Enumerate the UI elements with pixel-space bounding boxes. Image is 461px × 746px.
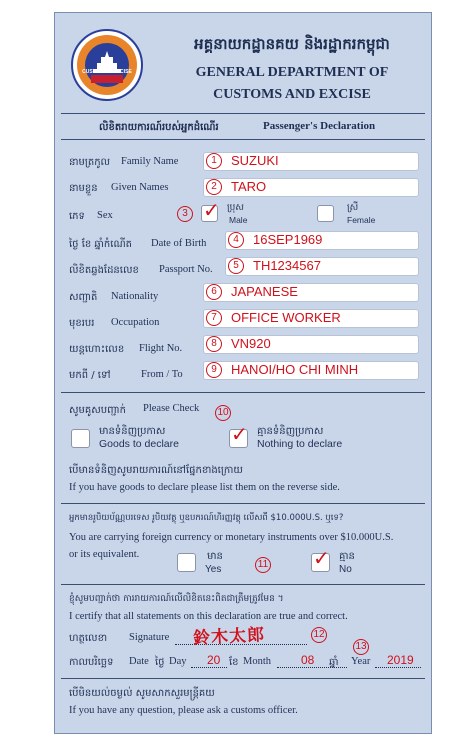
divider bbox=[61, 113, 425, 114]
goods-note-km: បើមានទំនិញសូមរាយការណ៍នៅផ្នែកខាងក្រោយ bbox=[69, 465, 243, 476]
goods-label-km: មានទំនិញប្រកាស bbox=[99, 426, 166, 437]
section-title-en: Passenger's Declaration bbox=[263, 120, 376, 132]
day-label-km: ថ្ងៃ bbox=[155, 657, 165, 668]
day-value[interactable]: 20 bbox=[207, 653, 221, 667]
female-label: Female bbox=[347, 215, 376, 225]
month-value[interactable]: 08 bbox=[301, 653, 315, 667]
yes-label: Yes bbox=[205, 564, 222, 575]
divider bbox=[61, 503, 425, 504]
annotation-number: 4 bbox=[228, 232, 244, 248]
from-to-label-en: From / To bbox=[141, 369, 183, 380]
annotation-number: 3 bbox=[177, 206, 193, 222]
currency-question-en-1: You are carrying foreign currency or monetary instruments over $10.000U.S. bbox=[69, 532, 394, 543]
passport-value: TH1234567 bbox=[253, 258, 321, 273]
female-checkbox[interactable] bbox=[317, 205, 334, 222]
logo-text: CUSTOMS & EXCISE bbox=[82, 69, 132, 75]
currency-question-km: អ្នកមានរូបិយប័ណ្ណបរទេស រូបិយវត្ថុ ឬឧបករណ៍ហិរញ្ញវត្ថុ លើសពី $10.000U.S. ឬទេ? bbox=[69, 513, 344, 523]
check-mark-icon: ✓ bbox=[313, 546, 330, 570]
currency-no-checkbox[interactable] bbox=[311, 546, 330, 572]
divider bbox=[61, 678, 425, 679]
annotation-number: 10 bbox=[215, 405, 231, 421]
male-checkbox[interactable] bbox=[201, 198, 220, 222]
annotation-number: 5 bbox=[228, 258, 244, 274]
certify-text-en: I certify that all statements on this declaration are true and correct. bbox=[69, 611, 348, 622]
annotation-number: 13 bbox=[353, 639, 369, 655]
flight-label-en: Flight No. bbox=[139, 343, 183, 354]
annotation-number: 11 bbox=[255, 557, 271, 573]
nationality-value: JAPANESE bbox=[231, 284, 298, 299]
no-label-km: គ្មាន bbox=[339, 551, 355, 562]
day-label-en: Day bbox=[169, 656, 187, 667]
check-mark-icon: ✓ bbox=[231, 422, 248, 446]
occupation-label-km: មុខរបរ bbox=[69, 318, 95, 329]
signature-label-en: Signature bbox=[129, 632, 170, 643]
annotation-number: 6 bbox=[206, 284, 222, 300]
divider bbox=[61, 392, 425, 393]
year-underline bbox=[375, 667, 421, 668]
annotation-number: 12 bbox=[311, 627, 327, 643]
given-names-label-en: Given Names bbox=[111, 182, 169, 193]
year-value[interactable]: 2019 bbox=[387, 653, 414, 667]
dob-value: 16SEP1969 bbox=[253, 232, 323, 247]
signature-value[interactable]: 鈴木太郎 bbox=[192, 625, 266, 649]
divider bbox=[61, 584, 425, 585]
from-to-label-km: មកពី / ទៅ bbox=[69, 370, 111, 381]
date-label-km: កាលបរិច្ឆេទ bbox=[69, 657, 114, 668]
male-label: Male bbox=[229, 215, 248, 225]
nothing-to-declare-checkbox[interactable] bbox=[229, 422, 248, 448]
passport-label-en: Passport No. bbox=[159, 264, 213, 275]
nothing-label-km: គ្មានទំនិញប្រកាស bbox=[257, 426, 324, 437]
day-underline bbox=[191, 667, 227, 668]
month-label-en: Month bbox=[243, 656, 272, 667]
certify-text-km: ខ្ញុំសូមបញ្ជាក់ថា ការរាយការណ៍លើលិខិតនេះពិតជាត្រឹមត្រូវមែន ។ bbox=[69, 594, 284, 604]
annotation-number: 9 bbox=[206, 362, 222, 378]
given-names-value: TARO bbox=[231, 179, 267, 194]
family-name-value: SUZUKI bbox=[231, 153, 279, 168]
section-title-km: លិខិតរាយការណ៍របស់អ្នកដំណើរ bbox=[99, 122, 219, 133]
from-to-value: HANOI/HO CHI MINH bbox=[231, 362, 359, 377]
passport-label-km: លិខិតឆ្លងដែនលេខ bbox=[69, 265, 139, 276]
annotation-number: 7 bbox=[206, 310, 222, 326]
sex-label-km: ភេទ bbox=[69, 211, 85, 222]
male-label-km: ប្រុស bbox=[227, 203, 244, 213]
check-mark-icon: ✓ bbox=[203, 198, 220, 222]
given-names-label-km: នាមខ្លួន bbox=[69, 183, 98, 194]
female-label-km: ស្រី bbox=[347, 203, 359, 213]
nationality-label-en: Nationality bbox=[111, 291, 159, 302]
footer-text-km: បើមិនយល់ចម្ងល់ សូមសាកសួរមន្ត្រីគយ bbox=[69, 688, 215, 699]
occupation-value: OFFICE WORKER bbox=[231, 310, 341, 325]
divider bbox=[61, 139, 425, 140]
customs-logo bbox=[71, 29, 143, 101]
footer-text-en: If you have any question, please ask a customs officer. bbox=[69, 705, 298, 716]
annotation-number: 8 bbox=[206, 336, 222, 352]
family-name-label-km: នាមត្រកូល bbox=[69, 157, 111, 168]
goods-note-en: If you have goods to declare please list them on the reverse side. bbox=[69, 482, 340, 493]
yes-label-km: មាន bbox=[207, 551, 223, 562]
sex-label-en: Sex bbox=[97, 210, 113, 221]
month-label-km: ខែ bbox=[229, 657, 239, 668]
please-check-label-km: សូមគូសបញ្ជាក់ bbox=[69, 405, 126, 416]
nationality-label-km: សញ្ជាតិ bbox=[69, 292, 98, 303]
header-title-en-1: GENERAL DEPARTMENT OF bbox=[195, 65, 389, 80]
date-label-en: Date bbox=[129, 656, 149, 667]
dob-label-en: Date of Birth bbox=[151, 238, 207, 249]
header-title-en-2: CUSTOMS AND EXCISE bbox=[213, 87, 371, 102]
family-name-label-en: Family Name bbox=[121, 156, 179, 167]
goods-label: Goods to declare bbox=[99, 438, 179, 450]
please-check-label-en: Please Check bbox=[143, 403, 200, 414]
flight-value: VN920 bbox=[231, 336, 271, 351]
dob-label-km: ថ្ងៃ ខែ ឆ្នាំកំណើត bbox=[69, 239, 132, 250]
signature-label-km: ហត្ថលេខា bbox=[69, 633, 108, 644]
occupation-label-en: Occupation bbox=[111, 317, 160, 328]
nothing-label: Nothing to declare bbox=[257, 438, 343, 450]
currency-question-en-2: or its equivalent. bbox=[69, 549, 140, 560]
annotation-number: 2 bbox=[206, 179, 222, 195]
year-label-en: Year bbox=[351, 656, 371, 667]
flight-label-km: យន្តហោះលេខ bbox=[69, 344, 125, 355]
currency-yes-checkbox[interactable] bbox=[177, 553, 196, 572]
goods-to-declare-checkbox[interactable] bbox=[71, 429, 90, 448]
annotation-number: 1 bbox=[206, 153, 222, 169]
declaration-form bbox=[54, 12, 432, 734]
no-label: No bbox=[339, 564, 352, 575]
header-title-km: អគ្គនាយកដ្ឋានគយ និងរដ្ឋាករកម្ពុជា bbox=[194, 35, 390, 53]
year-label-km: ឆ្នាំ bbox=[329, 657, 339, 668]
